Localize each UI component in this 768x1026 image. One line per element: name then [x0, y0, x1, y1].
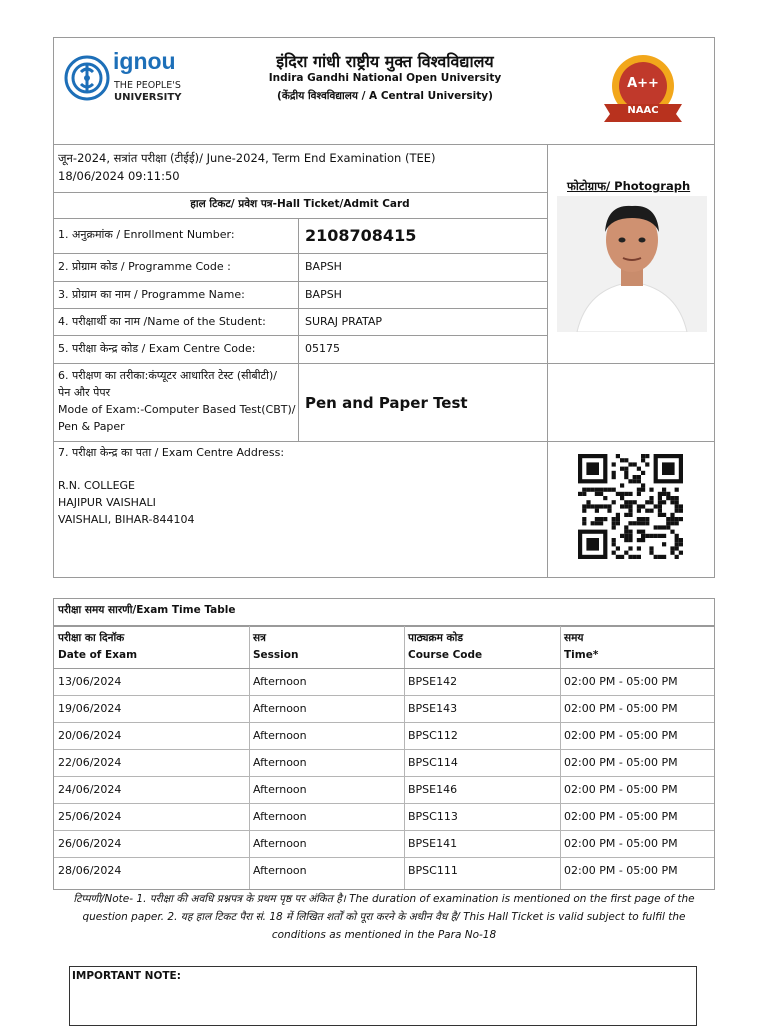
course-code: BPSC112 — [408, 729, 458, 742]
course-code: BPSE143 — [408, 702, 458, 715]
exam-date: 24/06/2024 — [58, 783, 122, 796]
exam-time: 02:00 PM - 05:00 PM — [564, 837, 678, 850]
exam-time: 02:00 PM - 05:00 PM — [564, 864, 678, 877]
exam-session: Afternoon — [253, 837, 307, 850]
exam-session: Afternoon — [253, 810, 307, 823]
generated-timestamp: 18/06/2024 09:11:50 — [58, 169, 180, 183]
table-row — [54, 723, 714, 750]
course-code: BPSC114 — [408, 756, 458, 769]
exam-date: 28/06/2024 — [58, 864, 122, 877]
table-row — [54, 804, 714, 831]
programme-name-label: 3. प्रोग्राम का नाम / Programme Name: — [58, 288, 245, 301]
header-session-hi: सत्र — [253, 632, 266, 644]
exam-session: Afternoon — [253, 864, 307, 877]
exam-date: 20/06/2024 — [58, 729, 122, 742]
photograph-label: फोटोग्राफ/ Photograph — [567, 179, 691, 193]
exam-time: 02:00 PM - 05:00 PM — [564, 729, 678, 742]
student-name-label: 4. परीक्षार्थी का नाम /Name of the Student: — [58, 315, 266, 328]
exam-date: 19/06/2024 — [58, 702, 122, 715]
exam-time: 02:00 PM - 05:00 PM — [564, 756, 678, 769]
important-note-title: IMPORTANT NOTE: — [72, 970, 181, 982]
address-line3: VAISHALI, BIHAR-844104 — [58, 513, 195, 526]
logo-text: ignou — [113, 48, 176, 74]
header-course-hi: पाठ्यक्रम कोड — [408, 632, 463, 644]
table-row — [54, 777, 714, 804]
address-line1: R.N. COLLEGE — [58, 479, 135, 492]
divider — [547, 144, 548, 578]
student-photo-image — [557, 196, 707, 332]
header-date-hi: परीक्षा का दिनॉक — [58, 632, 125, 644]
course-code: BPSE142 — [408, 675, 458, 688]
divider — [53, 441, 715, 442]
exam-session: Afternoon — [253, 675, 307, 688]
centre-code-label: 5. परीक्षा केन्द्र कोड / Exam Centre Code: — [58, 342, 256, 355]
table-row — [54, 696, 714, 723]
divider — [53, 335, 548, 336]
university-title-english: Indira Gandhi National Open University — [268, 72, 502, 84]
logo-sub2: UNIVERSITY — [114, 92, 182, 103]
header-time-hi: समय — [564, 632, 584, 644]
divider — [53, 625, 715, 627]
logo-sub1: THE PEOPLE'S — [114, 80, 181, 91]
university-subtitle: (केंद्रीय विश्वविद्यालय / A Central University) — [277, 90, 493, 102]
programme-code-value: BAPSH — [305, 260, 342, 273]
divider — [298, 218, 299, 442]
exam-session: Afternoon — [253, 729, 307, 742]
ignou-logo — [63, 50, 183, 110]
centre-code-value: 05175 — [305, 342, 340, 355]
timetable-title: परीक्षा समय सारणी/Exam Time Table — [58, 604, 236, 616]
enrollment-label: 1. अनुक्रमांक / Enrollment Number: — [58, 228, 235, 241]
mode-label-line4: Pen & Paper — [58, 420, 125, 433]
exam-session-line: जून-2024, सत्रांत परीक्षा (टीईई)/ June-2024, Term End Examination (TEE) — [58, 151, 436, 165]
programme-name-value: BAPSH — [305, 288, 342, 301]
exam-time: 02:00 PM - 05:00 PM — [564, 783, 678, 796]
table-row — [54, 750, 714, 777]
exam-time: 02:00 PM - 05:00 PM — [564, 675, 678, 688]
mode-label-line2: पेन और पेपर — [58, 386, 111, 399]
table-row — [54, 669, 714, 696]
table-row — [54, 858, 714, 885]
mode-label-line1: 6. परीक्षण का तरीका:कंप्यूटर आधारित टेस्ट (सीबीटी)/ — [58, 369, 277, 382]
programme-code-label: 2. प्रोग्राम कोड / Programme Code : — [58, 260, 231, 273]
course-code: BPSC111 — [408, 864, 458, 877]
exam-date: 25/06/2024 — [58, 810, 122, 823]
course-code: BPSC113 — [408, 810, 458, 823]
note-line2: question paper. 2. यह हाल टिकट पैरा सं. 18 में लिखित शर्तों को पूरा करने के अधीन वैध है/ This Hall Ticket is valid subject to fulfil the — [82, 911, 686, 923]
header-course-en: Course Code — [408, 649, 483, 661]
exam-session: Afternoon — [253, 702, 307, 715]
exam-date: 26/06/2024 — [58, 837, 122, 850]
naac-label: NAAC — [627, 105, 659, 116]
ignou-emblem-icon — [63, 54, 111, 102]
exam-session: Afternoon — [253, 783, 307, 796]
note-line3: conditions as mentioned in the Para No-18 — [271, 929, 497, 941]
exam-time: 02:00 PM - 05:00 PM — [564, 702, 678, 715]
course-code: BPSE146 — [408, 783, 458, 796]
qr-code — [578, 454, 684, 564]
exam-date: 13/06/2024 — [58, 675, 122, 688]
address-line2: HAJIPUR VAISHALI — [58, 496, 156, 509]
naac-grade: A++ — [627, 76, 659, 91]
divider — [53, 192, 548, 193]
header-date-en: Date of Exam — [58, 649, 138, 661]
header-session-en: Session — [253, 649, 299, 661]
mode-value: Pen and Paper Test — [305, 394, 468, 412]
exam-date: 22/06/2024 — [58, 756, 122, 769]
exam-session: Afternoon — [253, 756, 307, 769]
divider — [53, 308, 548, 309]
divider — [53, 253, 548, 254]
course-code: BPSE141 — [408, 837, 458, 850]
enrollment-number: 2108708415 — [305, 226, 417, 245]
naac-seal — [600, 52, 686, 124]
divider — [53, 363, 715, 364]
student-name-value: SURAJ PRATAP — [305, 315, 383, 328]
divider — [53, 218, 548, 219]
note-line1: टिप्पणी/Note- 1. परीक्षा की अवधि प्रश्नपत्र के प्रथम पृष्ठ पर अंकित है। The duration of examination is mentioned on the first page of the — [73, 893, 695, 905]
student-photo — [557, 196, 707, 332]
university-title-hindi: इंदिरा गांधी राष्ट्रीय मुक्त विश्वविद्यालय — [276, 52, 494, 71]
hall-ticket-title: हाल टिकट/ प्रवेश पत्र-Hall Ticket/Admit Card — [190, 198, 410, 210]
exam-time: 02:00 PM - 05:00 PM — [564, 810, 678, 823]
qr-code-icon — [578, 454, 684, 564]
divider — [53, 281, 548, 282]
table-row — [54, 831, 714, 858]
header-time-en: Time* — [564, 649, 599, 661]
mode-label-line3: Mode of Exam:-Computer Based Test(CBT)/ — [58, 403, 296, 416]
address-label: 7. परीक्षा केन्द्र का पता / Exam Centre Address: — [58, 446, 285, 459]
